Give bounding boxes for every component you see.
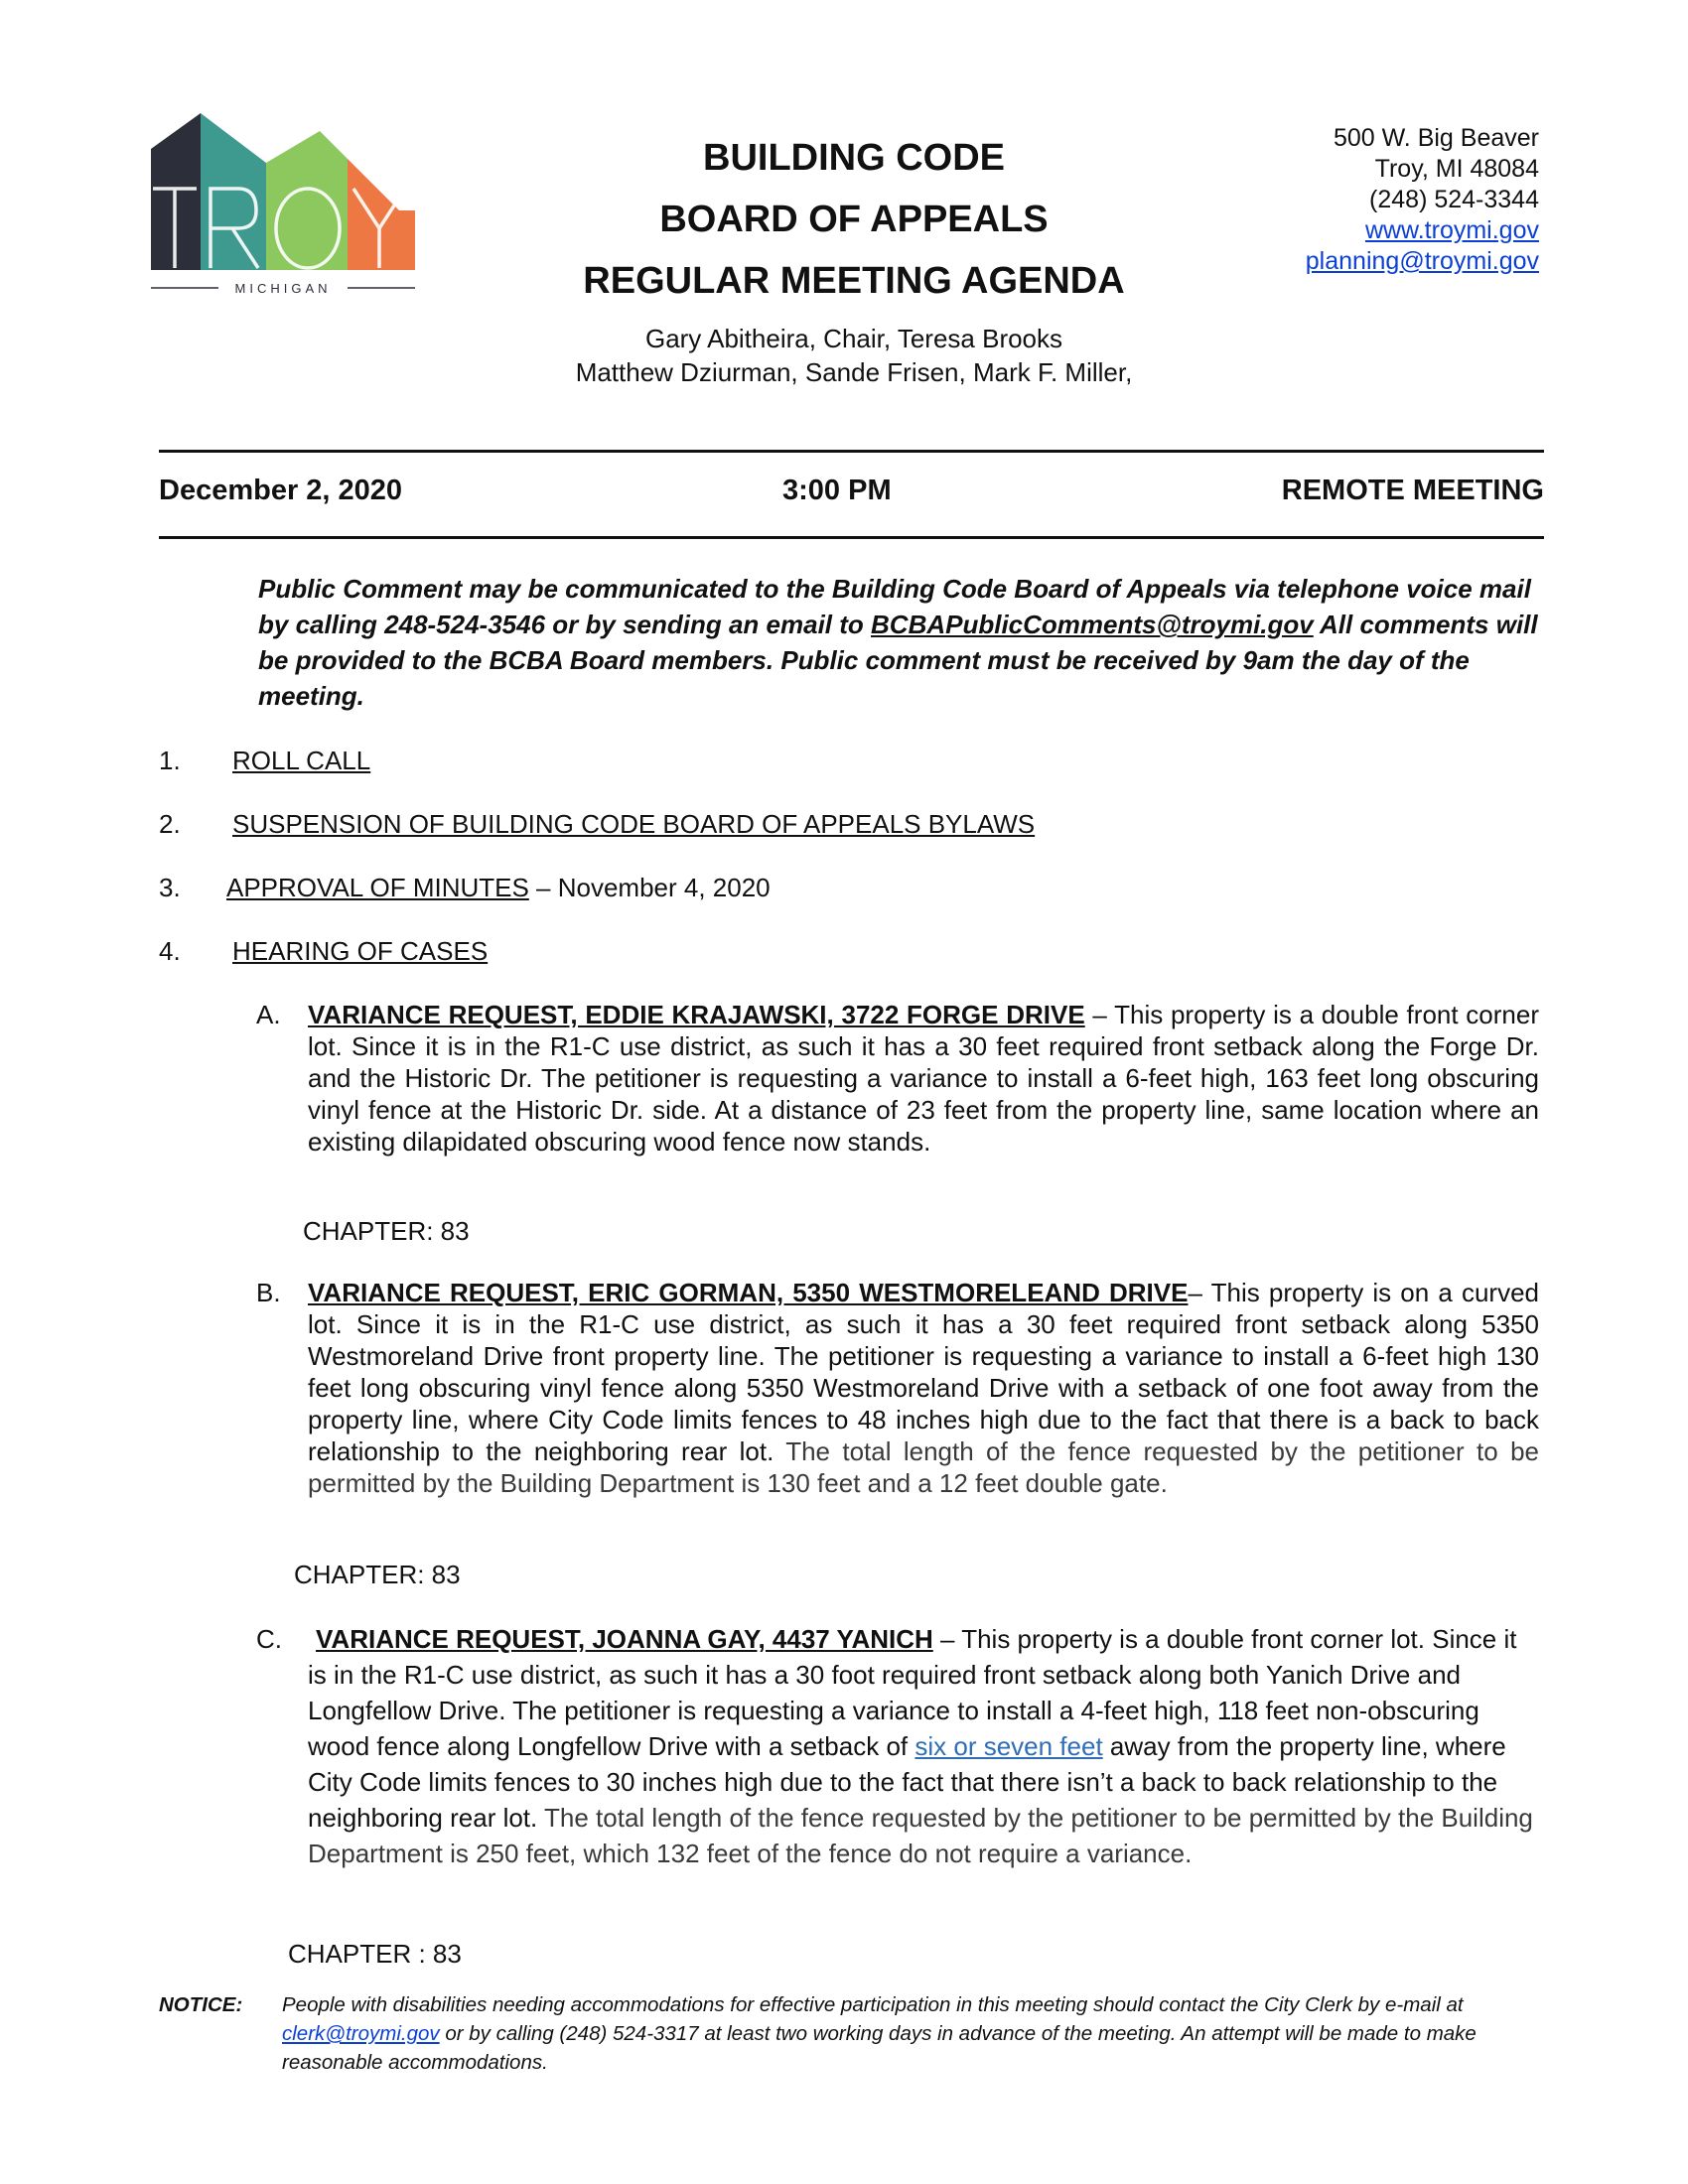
public-comment-text-2: All comments will be provided to the BCBA Board members. Public comment must be received by 9am the day of the meeting. xyxy=(258,610,1538,711)
agenda-number: 1. xyxy=(159,746,181,775)
case-text: – This property is a double front corner lot. Since it is in the R1-C use district, as such it has a 30 feet required front setback along the Forge Dr. and the Historic Dr. The petitioner is requesting a variance to install a 6-feet high, 163 feet long obscuring vinyl fence at the Historic Dr. side. At a distance of 23 feet from the property line, same location where an existing dilapidated obscuring wood fence now stands. xyxy=(308,1000,1540,1157)
agenda-number: 4. xyxy=(159,936,181,966)
public-comment-email-link[interactable]: BCBAPublicComments@troymi.gov xyxy=(871,610,1314,639)
board-members xyxy=(496,322,1211,389)
address-phone: (248) 524-3344 xyxy=(1369,186,1539,213)
website-link[interactable]: www.troymi.gov xyxy=(1364,216,1539,244)
public-comment-notice xyxy=(258,571,1549,714)
address-city: Troy, MI 48084 xyxy=(1374,155,1539,183)
logo-subtitle: MICHIGAN xyxy=(234,281,332,296)
clerk-email-link[interactable]: clerk@troymi.gov xyxy=(282,2022,440,2045)
case-body xyxy=(308,1621,1539,1871)
title-line-1: BUILDING CODE xyxy=(703,137,1005,179)
notice-text-2: or by calling (248) 524-3317 at least two working days in advance of the meeting. An attempt will be made to make reasonable accommodations. xyxy=(282,2022,1477,2074)
agenda-number: 3. xyxy=(159,873,181,902)
case-letter: C. xyxy=(256,1624,282,1654)
notice-text xyxy=(282,1990,1543,2077)
title-line-2: BOARD OF APPEALS xyxy=(659,199,1049,240)
troy-logo xyxy=(149,111,417,300)
agenda-label: ROLL CALL xyxy=(232,746,371,775)
case-heading: VARIANCE REQUEST, ERIC GORMAN, 5350 WESTMORELEAND DRIVE xyxy=(308,1278,1189,1307)
title-block xyxy=(496,127,1211,312)
case-heading: VARIANCE REQUEST, EDDIE KRAJAWSKI, 3722 FORGE DRIVE xyxy=(308,1000,1085,1029)
title-line-3: REGULAR MEETING AGENDA xyxy=(583,260,1125,302)
case-text: – This property is on a curved lot. Since it is in the R1-C use district, as such it has a 30 feet required front setback along 5350 Westmoreland Drive front property line. The petitioner is requesting a variance to install a 6-feet high 130 feet long obscuring vinyl fence along 5350 Westmoreland Drive with a setback of one foot away from the property line, where City Code limits fences to 48 inches high due to the fact that there is a back to back relationship to the neighboring rear lot. xyxy=(308,1278,1539,1466)
meeting-date: December 2, 2020 xyxy=(159,475,403,506)
setback-link[interactable]: six or seven feet xyxy=(914,1731,1103,1761)
case-a-chapter: CHAPTER: 83 xyxy=(303,1216,470,1246)
meeting-info xyxy=(159,475,1544,514)
case-body xyxy=(308,1277,1539,1499)
case-text: – This property is a double front corner lot. Since it is in the R1-C use district, as such it has a 30 foot required front setback along both Yanich Drive and Longfellow Drive. The petitioner is requesting a variance to install a 4-feet high, 118 feet non-obscuring wood fence along Longfellow Drive with a setback of xyxy=(308,1624,1517,1761)
public-comment-text-1: Public Comment may be communicated to the Building Code Board of Appeals via telephone voice mail by calling 248-524-3546 or by sending an email to xyxy=(258,574,1531,639)
case-letter: B. xyxy=(256,1278,281,1307)
notice-label: NOTICE: xyxy=(159,1993,243,2016)
email-link[interactable]: planning@troymi.gov xyxy=(1305,247,1539,275)
notice-text-1: People with disabilities needing accommodations for effective participation in this meeting should contact the City Clerk by e-mail at xyxy=(282,1993,1464,2016)
case-text-after-link: away from the property line, where City Code limits fences to 30 inches high due to the fact that there isn’t a back to back relationship to the neighboring rear lot. xyxy=(308,1731,1506,1833)
agenda-suffix: – November 4, 2020 xyxy=(528,873,771,902)
members-line-1: Gary Abitheira, Chair, Teresa Brooks xyxy=(644,324,1063,353)
case-b-chapter: CHAPTER: 83 xyxy=(294,1560,461,1589)
case-c-chapter: CHAPTER : 83 xyxy=(288,1939,462,1969)
case-heading: VARIANCE REQUEST, JOANNA GAY, 4437 YANICH xyxy=(316,1624,933,1654)
agenda-label: APPROVAL OF MINUTES xyxy=(226,873,529,902)
case-body xyxy=(308,999,1539,1158)
meeting-time: 3:00 PM xyxy=(782,475,892,506)
agenda-number: 2. xyxy=(159,809,181,839)
agenda-label: SUSPENSION OF BUILDING CODE BOARD OF APPEALS BYLAWS xyxy=(232,809,1036,839)
case-text-gray: The total length of the fence requested by the petitioner to be permitted by the Building Department is 130 feet and a 12 feet double gate. xyxy=(308,1436,1539,1498)
case-letter: A. xyxy=(256,1000,281,1029)
members-line-2: Matthew Dziurman, Sande Frisen, Mark F. Miller, xyxy=(575,357,1133,387)
agenda-label: HEARING OF CASES xyxy=(232,936,489,966)
bottom-rule xyxy=(159,536,1544,539)
meeting-type: REMOTE MEETING xyxy=(1281,475,1544,506)
top-rule xyxy=(159,450,1544,453)
case-text-gray: The total length of the fence requested by the petitioner to be permitted by the Building Department is 250 feet, which 132 feet of the fence do not require a variance. xyxy=(308,1803,1533,1868)
address-block xyxy=(1306,123,1539,277)
address-street: 500 W. Big Beaver xyxy=(1333,124,1539,152)
